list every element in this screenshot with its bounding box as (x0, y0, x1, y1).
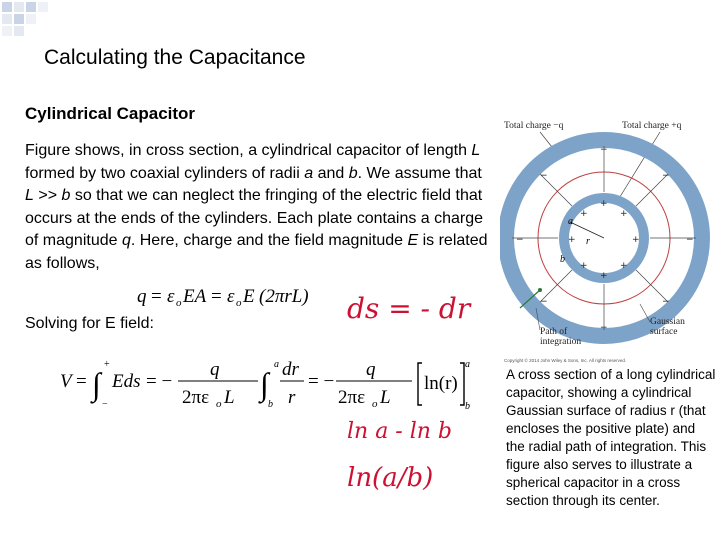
body-paragraph: Figure shows, in cross section, a cylindrical capacitor of length L formed by two coaxial cylinders of radii a and b. We assume that L >> b so that we can neglect the fringing of the electric field that occurs at the ends of the cylinders. Each plate contains a charge of magnitude q. Here, charge and the field magnitude E is related as follows, (25, 142, 488, 272)
potential-equation (60, 355, 470, 415)
svg-text:b: b (268, 399, 273, 410)
svg-text:ln a - ln b: ln a - ln b (347, 419, 453, 444)
capacitor-figure (500, 112, 712, 370)
svg-text:2πε: 2πε (182, 387, 210, 408)
section-heading: Cylindrical Capacitor (25, 104, 196, 123)
label-total-positive: Total charge +q (622, 121, 682, 131)
svg-text:ln(r): ln(r) (424, 373, 458, 394)
svg-text:+: + (600, 199, 608, 209)
svg-text:r: r (288, 387, 296, 408)
svg-text:o: o (236, 297, 242, 309)
svg-text:L: L (224, 387, 235, 408)
svg-text:= −: = − (146, 371, 173, 392)
svg-text:−: − (600, 145, 608, 155)
label-a: a (568, 216, 573, 227)
svg-text:q: q (366, 359, 376, 380)
svg-text:∫: ∫ (92, 366, 101, 402)
svg-text:dr: dr (282, 359, 299, 380)
corner-decoration (0, 0, 60, 40)
svg-text:E: E (243, 286, 255, 307)
copyright-text: Copyright © 2014 John Wiley & Sons, Inc. All rights reserved. (504, 358, 627, 363)
svg-text:EA: EA (183, 286, 207, 307)
svg-text:ε: ε (227, 286, 235, 307)
svg-text:+: + (600, 271, 608, 281)
svg-text:ds = - dr: ds = - dr (347, 292, 471, 325)
svg-text:a: a (274, 359, 279, 370)
svg-text:2πε: 2πε (338, 387, 366, 408)
svg-text:V: V (60, 371, 72, 392)
svg-text:o: o (372, 398, 378, 410)
svg-text:Eds: Eds (112, 371, 141, 392)
svg-text:+: + (580, 209, 588, 219)
svg-text:q: q (210, 359, 220, 380)
svg-text:= −: = − (308, 371, 335, 392)
svg-text:ε: ε (167, 286, 175, 307)
label-path-of: Path of (540, 327, 568, 337)
svg-text:+: + (632, 235, 640, 245)
handwritten-ln-difference (345, 412, 495, 448)
handwritten-ds-dr (345, 288, 485, 328)
slide-title: Calculating the Capacitance (44, 46, 306, 69)
svg-text:+: + (620, 261, 628, 271)
svg-text:=: = (151, 286, 162, 307)
gauss-equation (137, 278, 337, 312)
svg-text:a: a (465, 359, 470, 370)
svg-text:o: o (176, 297, 182, 309)
figure-caption: A cross section of a long cylindrical capacitor, showing a cylindrical Gaussian surface of radius r (that encloses the positive plate) and the radial path of integration. This figure also serves to illustrate a spherical capacitor in a cross section through its center. (506, 367, 716, 508)
svg-text:(2πrL): (2πrL) (259, 286, 309, 307)
svg-text:o: o (216, 398, 222, 410)
svg-text:=: = (76, 371, 87, 392)
svg-text:−: − (686, 235, 694, 245)
label-total-negative: Total charge −q (504, 121, 564, 131)
svg-text:∫: ∫ (260, 366, 269, 402)
label-integration: integration (540, 337, 582, 347)
svg-text:L: L (380, 387, 391, 408)
svg-text:−: − (540, 297, 548, 307)
svg-text:+: + (580, 261, 588, 271)
svg-text:b: b (465, 401, 470, 412)
svg-text:+: + (568, 235, 576, 245)
solving-label: Solving for E field: (25, 315, 154, 332)
label-surface: surface (650, 327, 678, 337)
svg-text:−: − (102, 399, 108, 410)
label-gaussian: Gaussian (650, 317, 685, 327)
svg-text:−: − (662, 171, 670, 181)
svg-text:+: + (104, 359, 110, 370)
svg-text:ln(a/b): ln(a/b) (347, 463, 434, 493)
svg-text:−: − (516, 235, 524, 245)
svg-text:−: − (600, 323, 608, 333)
svg-text:−: − (540, 171, 548, 181)
svg-text:q: q (137, 286, 147, 307)
handwritten-ln-ratio (345, 452, 455, 498)
svg-text:−: − (662, 297, 670, 307)
svg-text:+: + (620, 209, 628, 219)
svg-text:=: = (211, 286, 222, 307)
label-b: b (560, 254, 565, 265)
label-r: r (586, 236, 590, 247)
